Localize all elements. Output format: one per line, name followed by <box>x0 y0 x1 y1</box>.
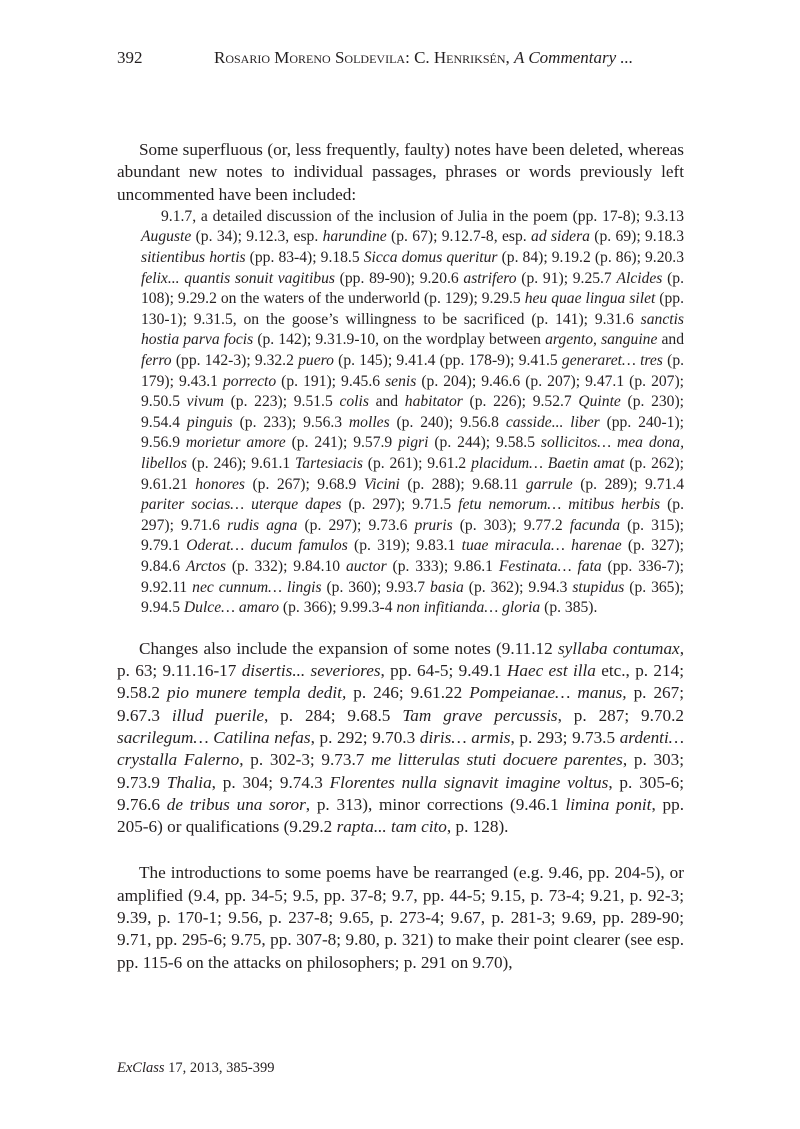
text-run: (p. 246); 9.61.1 <box>186 455 296 473</box>
text-run: 9.1.7, a detailed discussion of the inclusion of Julia in the poem (pp. 17-8); 9.3.13 <box>161 207 684 225</box>
paragraph-intro <box>117 139 684 206</box>
italic-text: casside... liber <box>505 413 600 431</box>
italic-text: generaret… tres <box>561 352 663 370</box>
footer-journal: ExClass <box>117 1060 165 1076</box>
italic-text: Thalia <box>166 772 212 792</box>
italic-text: fetu nemorum… mitibus herbis <box>458 496 661 514</box>
italic-text: rapta... tam cito <box>336 817 447 837</box>
italic-text: argento <box>545 331 594 349</box>
text-run: (p. 230); 9.54.4 <box>141 393 684 431</box>
header-comma: , <box>505 48 515 67</box>
text-run: , p. 128). <box>446 817 509 837</box>
text-run: , <box>593 331 602 349</box>
text-run: and <box>368 393 405 411</box>
text-run: (p. 267); 9.68.9 <box>244 475 364 493</box>
italic-text: illud puerile <box>171 705 264 725</box>
italic-text: Tartesiacis <box>295 455 363 473</box>
text-run: (p. 289); 9.71.4 <box>572 475 684 493</box>
text-run: , p. 292; 9.70.3 <box>310 727 420 747</box>
text-run: (p. 332); 9.84.10 <box>225 557 346 575</box>
italic-text: Tam grave percussis <box>402 705 558 725</box>
italic-text: Dulce… amaro <box>183 599 280 617</box>
italic-text: Auguste <box>141 228 192 246</box>
italic-text: placidum… Baetin amat <box>471 455 625 473</box>
italic-text: Festinata… fata <box>498 557 602 575</box>
text-run: (p. 108); 9.29.2 on the waters of the underworld (p. 129); 9.29.5 <box>141 269 684 308</box>
italic-text: astrifero <box>463 269 517 287</box>
text-run: (p. 385). <box>540 599 598 617</box>
text-run: (p. 226); 9.52.7 <box>462 393 579 411</box>
italic-text: harundine <box>322 228 387 246</box>
text-run: (p. 360); 9.93.7 <box>321 578 431 596</box>
text-run: Changes also include the expansion of some notes (9.11.12 <box>139 638 558 658</box>
italic-text: sanctis hostia parva focis <box>141 310 684 349</box>
text-run: , p. 63; 9.11.16-17 <box>117 638 684 681</box>
italic-text: sanguine <box>601 331 658 349</box>
text-run: (pp. 142-3); 9.32.2 <box>171 352 299 370</box>
text-run: The introductions to some poems have be rearranged (e.g. 9.46, pp. 204-5), or amplified (9.4, pp. 34-5; 9.5, pp. 37-8; 9.7, pp. 44-5; 9.15, p. 73-4; 9.21, p. 92-3; 9.39, p. 170-1; 9.56, p. 237-8; 9.65, p. 273-4; 9.67, p. 281-3; 9.69, pp. 289-90; 9.71, pp. 295-6; 9.75, pp. 307-8; 9.80, p. 321) to make their point clearer (see esp. pp. 115-6 on the attacks on philosophers; p. 291 on 9.70), <box>117 863 684 972</box>
text-run: (p. 262); 9.61.21 <box>141 455 684 493</box>
italic-text: habitator <box>404 393 463 411</box>
text-run: , pp. 64-5; 9.49.1 <box>380 661 507 681</box>
italic-text: sollicitos… mea dona, libellos <box>141 434 684 473</box>
italic-text: Quinte <box>578 393 621 411</box>
italic-text: diris… armis <box>419 727 511 747</box>
text-run: p. 246; 9.61.22 <box>346 683 470 703</box>
paragraph-introductions <box>117 862 684 973</box>
text-run: (p. 319); 9.83.1 <box>347 537 462 555</box>
italic-text: honores <box>195 475 245 493</box>
text-run: , p. 313), minor corrections (9.46.1 <box>305 794 566 814</box>
text-run: (p. 261); 9.61.2 <box>362 455 472 473</box>
italic-text: felix... quantis sonuit vagitibus <box>141 269 335 287</box>
text-run: , p. 284; 9.68.5 <box>263 705 403 725</box>
text-run: (p. 34); 9.12.3, esp. <box>191 228 323 246</box>
text-run: (pp. 240-1); 9.56.9 <box>141 413 684 452</box>
text-run: (pp. 336-7); 9.92.11 <box>141 557 684 596</box>
italic-text: stupidus <box>572 578 625 596</box>
text-run: , p. 302-3; 9.73.7 <box>239 750 372 770</box>
italic-text: disertis... severiores <box>241 661 381 681</box>
text-run: (p. 327); 9.84.6 <box>141 537 684 575</box>
italic-text: senis <box>385 372 417 390</box>
text-run: (p. 362); 9.94.3 <box>463 578 573 596</box>
text-run: (p. 69); 9.18.3 <box>589 228 684 246</box>
italic-text: pio munere templa dedit, <box>166 683 347 703</box>
text-run: (p. 84); 9.19.2 (p. 86); 9.20.3 <box>497 249 684 267</box>
italic-text: Pompeianae… manus, <box>469 683 627 703</box>
italic-text: ferro <box>141 352 172 370</box>
text-run: and <box>657 331 685 349</box>
text-run: (p. 297); 9.73.6 <box>297 516 415 534</box>
italic-text: pigri <box>398 434 429 452</box>
italic-text: ad sidera <box>531 228 590 246</box>
footer-citation <box>117 1060 275 1077</box>
text-run: (p. 303); 9.77.2 <box>452 516 570 534</box>
text-run: p. 267; 9.67.3 <box>117 683 685 725</box>
italic-text: Florentes nulla signavit imagine voltus <box>329 772 609 792</box>
text-run: (p. 240); 9.56.8 <box>389 413 506 431</box>
italic-text: limina ponit <box>565 794 652 814</box>
text-run: (p. 315); 9.79.1 <box>141 516 684 555</box>
text-run: (pp. 83-4); 9.18.5 <box>245 249 364 267</box>
text-run: (p. 67); 9.12.7-8, esp. <box>386 228 532 246</box>
italic-text: porrecto <box>223 372 277 390</box>
paragraph-changes <box>117 638 684 839</box>
block-quote-notes <box>141 207 684 619</box>
italic-text: me litterulas stuti docuere parentes <box>371 750 623 770</box>
italic-text: molles <box>348 413 390 431</box>
text-run: (p. 91); 9.25.7 <box>516 269 617 287</box>
text-run: , p. 293; 9.73.5 <box>510 727 620 747</box>
text-run: (p. 223); 9.51.5 <box>223 393 340 411</box>
text-run: (p. 204); 9.46.6 (p. 207); 9.47.1 (p. 207); 9.50.5 <box>141 372 685 411</box>
italic-text: tuae miracula… harenae <box>461 537 622 555</box>
text-run: (p. 145); 9.41.4 (pp. 178-9); 9.41.5 <box>333 352 562 370</box>
italic-text: ardenti… crystalla Falerno <box>117 727 684 770</box>
italic-text: vivum <box>186 393 224 411</box>
text-run: etc., p. 214; 9.58.2 <box>117 661 684 703</box>
italic-text: basia <box>430 578 464 596</box>
text-run: (p. 179); 9.43.1 <box>141 352 685 390</box>
italic-text: rudis agna <box>227 516 298 534</box>
italic-text: facunda <box>569 516 621 534</box>
text-run: (p. 241); 9.57.9 <box>285 434 399 452</box>
text-run: (p. 366); 9.99.3-4 <box>279 599 397 617</box>
text-run: (p. 191); 9.45.6 <box>276 372 386 390</box>
italic-text: Alcides <box>616 269 663 287</box>
italic-text: de tribus una soror <box>166 794 306 814</box>
italic-text: syllaba contumax <box>557 638 680 658</box>
running-title <box>214 48 633 68</box>
text-run: (p. 365); 9.94.5 <box>141 578 684 617</box>
running-header <box>117 48 687 70</box>
text-run: , p. 287; 9.70.2 <box>557 705 684 725</box>
text-run: (p. 288); 9.68.11 <box>399 475 526 493</box>
text-run: , pp. 205-6) or qualifications (9.29.2 <box>117 794 685 837</box>
body-text <box>117 139 684 974</box>
text-run: (p. 333); 9.86.1 <box>386 557 499 575</box>
italic-text: morietur amore <box>185 434 286 452</box>
footer-volume: 17, 2013, 385-399 <box>164 1060 275 1076</box>
italic-text: sacrilegum… Catilina nefas <box>117 727 311 747</box>
header-separator: : <box>405 48 415 67</box>
page-number: 392 <box>117 48 143 67</box>
italic-text: Oderat… ducum famulos <box>186 537 348 555</box>
text-run: (p. 297); 9.71.6 <box>141 496 684 534</box>
header-author: Rosario Moreno Soldevila <box>214 48 406 67</box>
text-run: Some superfluous (or, less frequently, faulty) notes have been deleted, whereas abundant new notes to individual passages, phrases or words previously left uncommented have been included: <box>117 140 684 204</box>
italic-text: heu quae lingua silet <box>524 290 656 308</box>
italic-text: Vicini <box>363 475 400 493</box>
text-run: (p. 244); 9.58.5 <box>428 434 541 452</box>
text-run: (pp. 89-90); 9.20.6 <box>334 269 464 287</box>
italic-text: sitientibus hortis <box>141 249 246 267</box>
text-run: (p. 142); 9.31.9-10, on the wordplay between <box>253 331 546 349</box>
italic-text: auctor <box>345 557 387 575</box>
italic-text: pruris <box>414 516 453 534</box>
italic-text: garrule <box>525 475 573 493</box>
italic-text: nec cunnum… lingis <box>192 578 322 596</box>
italic-text: puero <box>298 352 334 370</box>
text-run: , p. 304; 9.74.3 <box>211 772 330 792</box>
italic-text: colis <box>339 393 369 411</box>
text-run: (p. 297); 9.71.5 <box>341 496 459 514</box>
italic-text: non infitianda… gloria <box>396 599 541 617</box>
italic-text: pinguis <box>186 413 233 431</box>
header-reviewed-author: C. Henriksén <box>414 48 506 67</box>
text-run: (pp. 130-1); 9.31.5, on the goose’s willingness to be sacrificed (p. 141); 9.31.6 <box>141 290 684 328</box>
text-run: (p. 233); 9.56.3 <box>232 413 349 431</box>
text-run: , p. 305-6; 9.76.6 <box>117 772 684 814</box>
italic-text: pariter socias… uterque dapes <box>141 496 342 514</box>
italic-text: Sicca domus queritur <box>363 249 498 267</box>
header-book-title: A Commentary ... <box>514 48 634 67</box>
text-run: , p. 303; 9.73.9 <box>117 750 685 792</box>
italic-text: Haec est illa <box>506 661 596 681</box>
italic-text: Arctos <box>185 557 226 575</box>
